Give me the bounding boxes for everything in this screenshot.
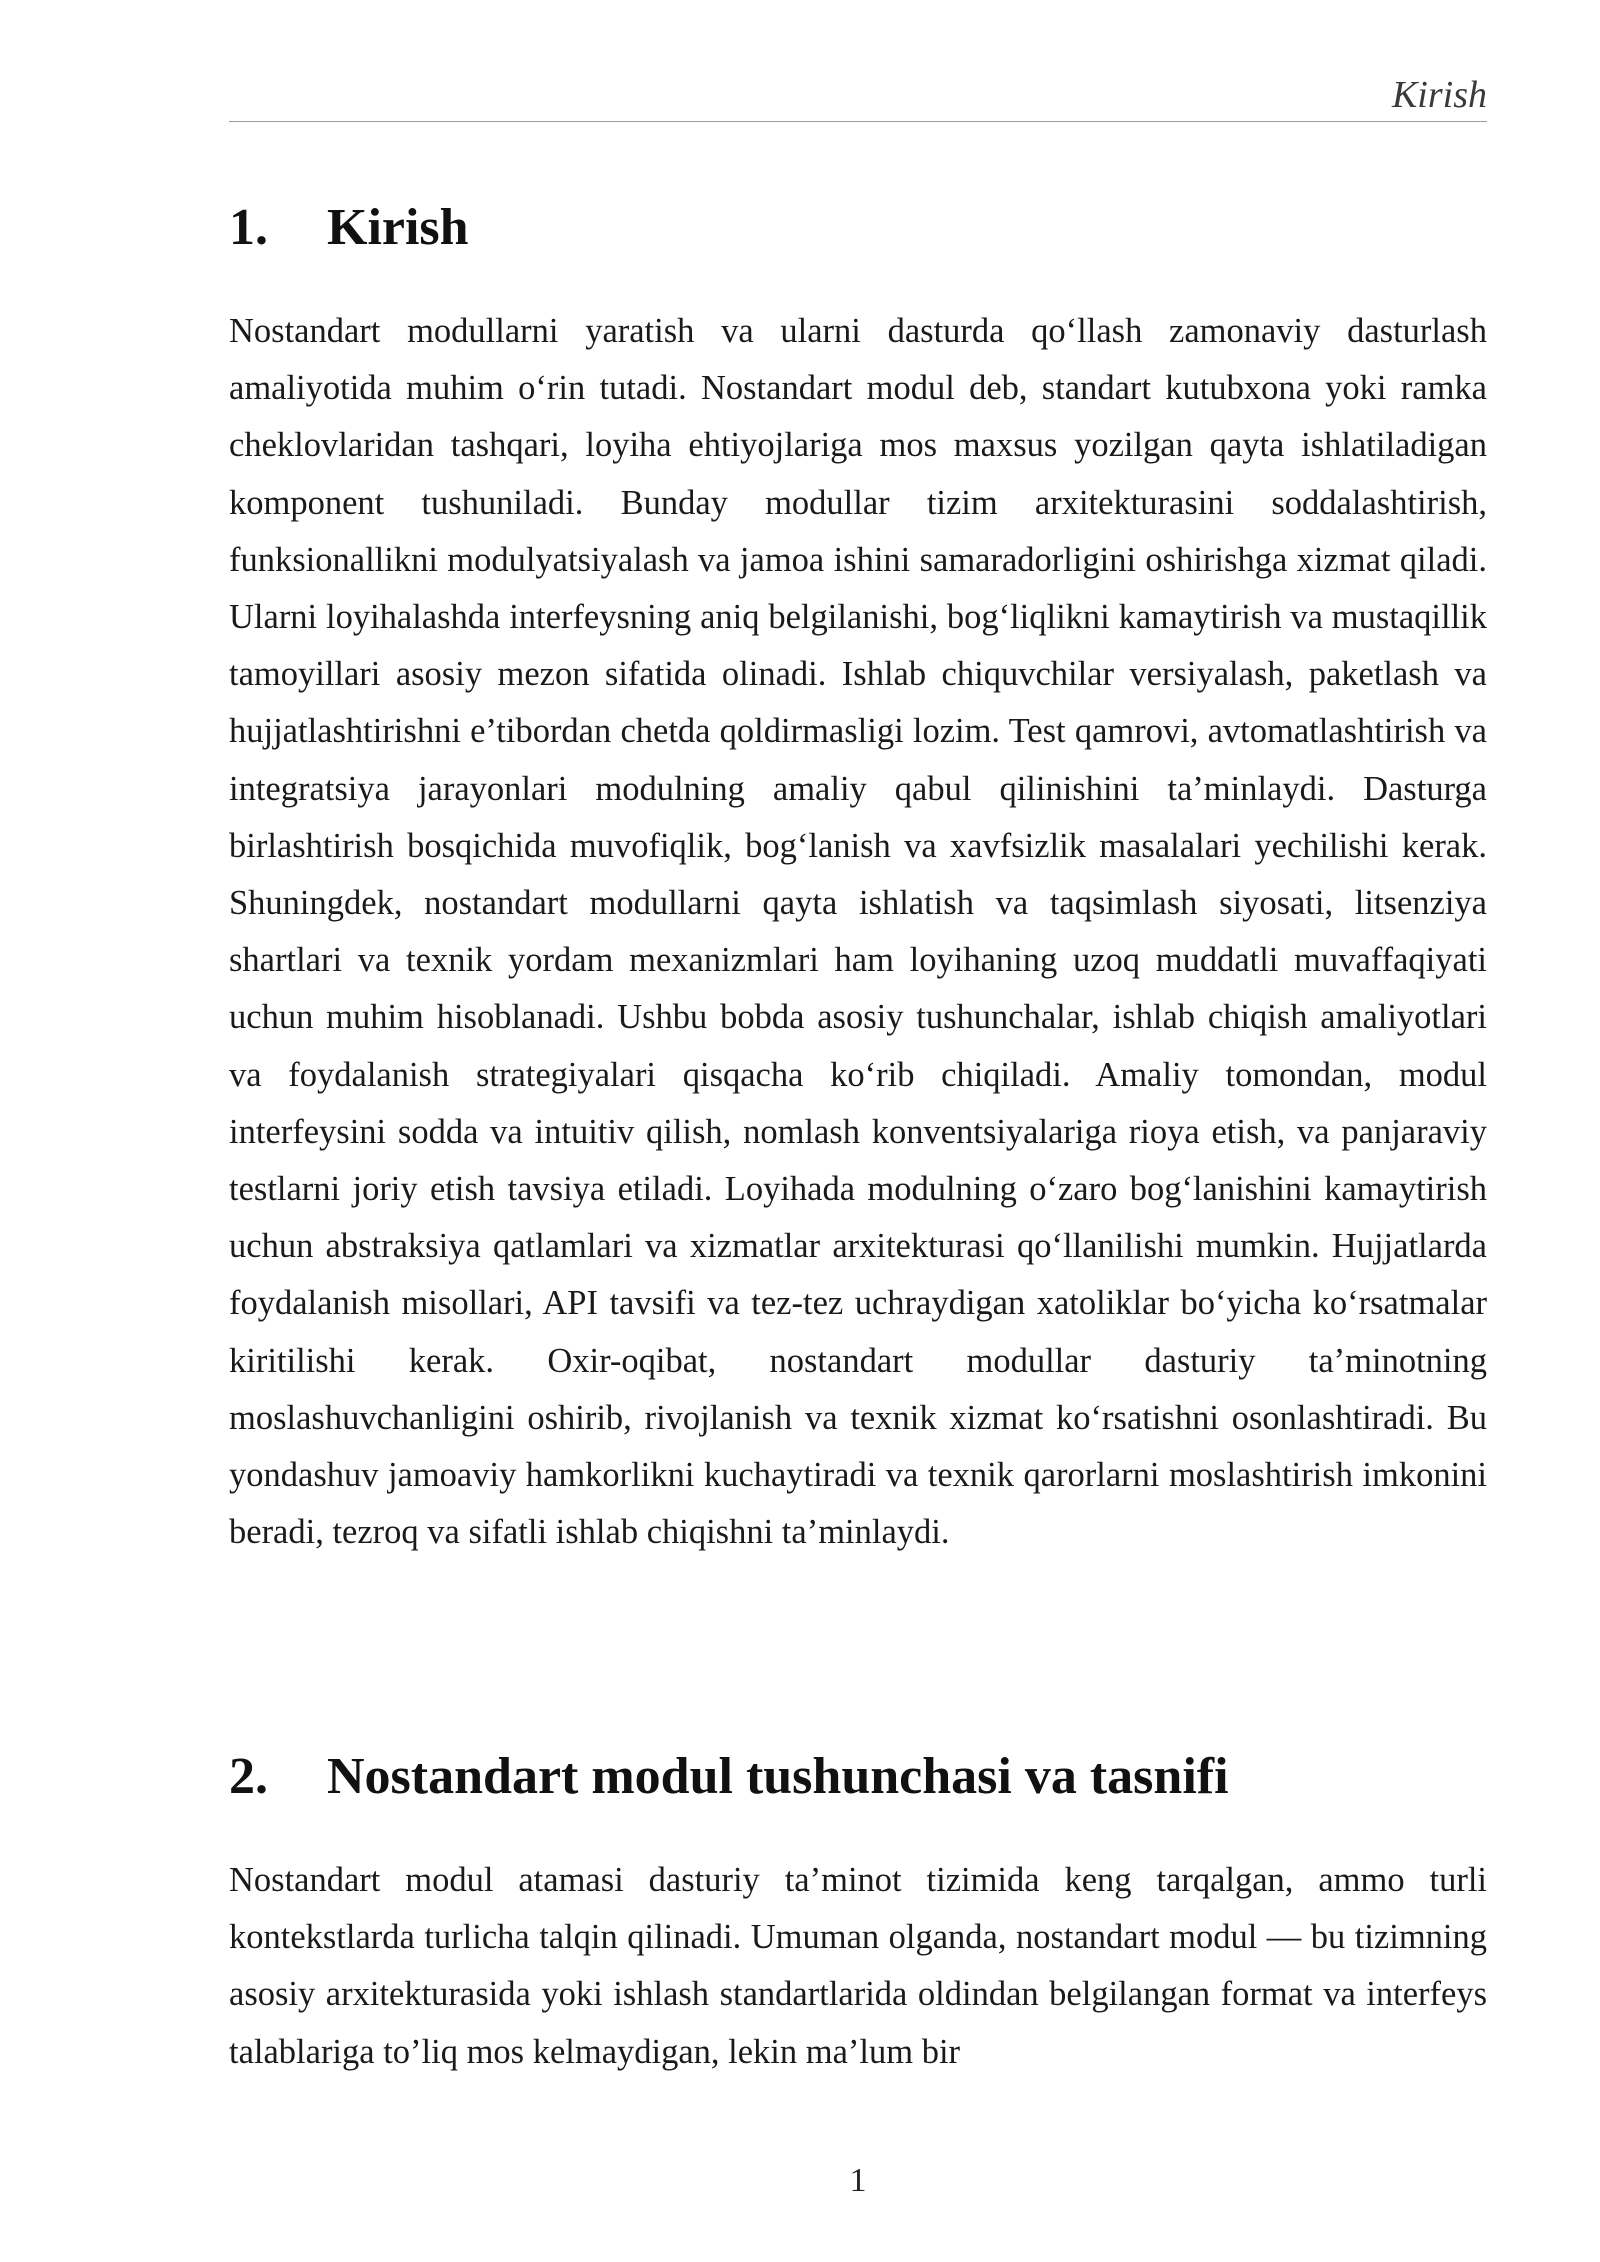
section-heading-1: [229, 196, 1487, 260]
section-number: 1.: [229, 199, 268, 256]
section-title: Kirish: [327, 199, 469, 256]
running-header: Kirish: [1391, 74, 1487, 116]
header-rule: [229, 121, 1487, 122]
section-title: Nostandart modul tushunchasi va tasnifi: [327, 1748, 1229, 1805]
section-1-paragraph: Nostandart modullarni yaratish va ularni dasturda qo‘llash zamonaviy dasturlash amaliyotida muhim o‘rin tutadi. Nostandart modul deb, standart kutubxona yoki ramka cheklovlaridan tashqari, loyiha ehtiyojlariga mos maxsus yozilgan qayta ishlatiladigan komponent tushuniladi. Bunday modullar tizim arxitekturasini soddalashtirish, funksionallikni modulyatsiyalash va jamoa ishini samaradorligini oshirishga xizmat qiladi. Ularni loyihalashda interfeysning aniq belgilanishi, bog‘liqlikni kamaytirish va mustaqillik tamoyillari asosiy mezon sifatida olinadi. Ishlab chiquvchilar versiyalash, paketlash va hujjatlashtirishni e’tibordan chetda qoldirmasligi lozim. Test qamrovi, avtomatlashtirish va integratsiya jarayonlari modulning amaliy qabul qilinishini ta’minlaydi. Dasturga birlashtirish bosqichida muvofiqlik, bog‘lanish va xavfsizlik masalalari yechilishi kerak. Shuningdek, nostandart modullarni qayta ishlatish va taqsimlash siyosati, litsenziya shartlari va texnik yordam mexanizmlari ham loyihaning uzoq muddatli muvaffaqiyati uchun muhim hisoblanadi. Ushbu bobda asosiy tushunchalar, ishlab chiqish amaliyotlari va foydalanish strategiyalari qisqacha ko‘rib chiqiladi. Amaliy tomondan, modul interfeysini sodda va intuitiv qilish, nomlash konventsiyalariga rioya etish, va panjaraviy testlarni joriy etish tavsiya etiladi. Loyihada modulning o‘zaro bog‘lanishini kamaytirish uchun abstraksiya qatlamlari va xizmatlar arxitekturasi qo‘llanilishi mumkin. Hujjatlarda foydalanish misollari, API tavsifi va tez-tez uchraydigan xatoliklar bo‘yicha ko‘rsatmalar kiritilishi kerak. Oxir-oqibat, nostandart modullar dasturiy ta’minotning moslashuvchanligini oshirib, rivojlanish va texnik xizmat ko‘rsatishni osonlashtiradi. Bu yondashuv jamoaviy hamkorlikni kuchaytiradi va texnik qarorlarni moslashtirish imkonini beradi, tezroq va sifatli ishlab chiqishni ta’minlaydi.: [229, 312, 1487, 1552]
page-number: 1: [849, 2162, 867, 2199]
section-number: 2.: [229, 1748, 268, 1805]
section-heading-2: [229, 1745, 1487, 1809]
section-2-paragraph: Nostandart modul atamasi dasturiy ta’minot tizimida keng tarqalgan, ammo turli kontekstlarda turlicha talqin qilinadi. Umuman olganda, nostandart modul — bu tizimning asosiy arxitekturasida yoki ishlash standartlarida oldindan belgilangan format va interfeys talablariga to’liq mos kelmaydigan, lekin ma’lum bir: [229, 1861, 1487, 2071]
